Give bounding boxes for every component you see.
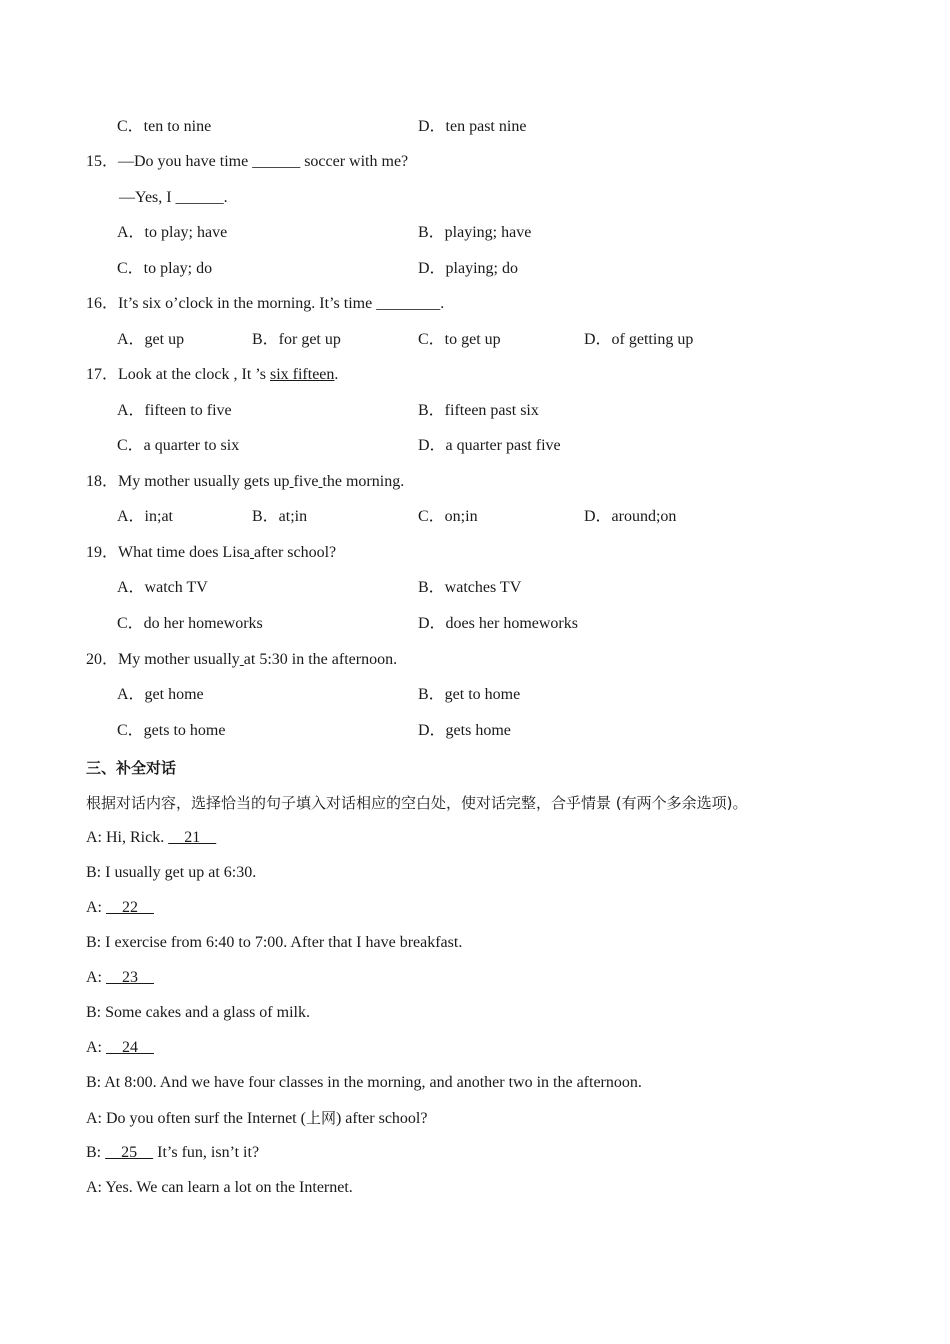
q17-stem bbox=[86, 365, 338, 385]
q18-option-c: C．on;in bbox=[418, 508, 478, 525]
q15-option-d: D．playing; do bbox=[418, 260, 518, 277]
q19-stem bbox=[86, 543, 336, 563]
q17-option-b: B．fifteen past six bbox=[418, 402, 539, 419]
dialogue-blank-23: 23 bbox=[106, 969, 154, 986]
q17-option-d: D．a quarter past five bbox=[418, 437, 561, 454]
dialogue-blank-22: 22 bbox=[106, 899, 154, 916]
q16-option-d: D．of getting up bbox=[584, 331, 694, 348]
q15-option-b: B．playing; have bbox=[418, 224, 532, 241]
q19-option-c: C．do her homeworks bbox=[117, 615, 263, 632]
dialogue-blank-21: 21 bbox=[168, 829, 217, 846]
dialogue-line-8: B: At 8:00. And we have four classes in the morning, and another two in the afternoon. bbox=[86, 1074, 642, 1091]
q16-option-b: B．for get up bbox=[252, 331, 341, 348]
q17-stem-post: . bbox=[334, 366, 339, 383]
q17-option-c: C．a quarter to six bbox=[117, 437, 240, 454]
q18-option-d: D．around;on bbox=[584, 508, 677, 525]
dialogue-line-2: B: I usually get up at 6:30. bbox=[86, 864, 257, 881]
dialogue-line-11: A: Yes. We can learn a lot on the Internet. bbox=[86, 1179, 353, 1196]
q18-option-b: B．at;in bbox=[252, 508, 308, 525]
q20-option-a: A．get home bbox=[117, 686, 204, 703]
q14-option-d: D．ten past nine bbox=[418, 118, 527, 135]
dialogue-line-10 bbox=[86, 1143, 259, 1163]
dialogue-blank-25: 25 bbox=[105, 1144, 154, 1161]
dialogue-line-7 bbox=[86, 1038, 154, 1058]
dialogue-line-4: B: I exercise from 6:40 to 7:00. After that I have breakfast. bbox=[86, 934, 463, 951]
dialogue-line-3 bbox=[86, 898, 154, 918]
q19-stem-post: after school? bbox=[253, 544, 337, 561]
q20-option-d: D．gets home bbox=[418, 722, 511, 739]
q15-option-c: C．to play; do bbox=[117, 260, 213, 277]
q18-stem-post: the morning. bbox=[322, 473, 405, 490]
q14-option-c: C．ten to nine bbox=[117, 118, 212, 135]
dialogue-speaker-text: A: bbox=[86, 1039, 106, 1056]
q18-option-a: A．in;at bbox=[117, 508, 173, 525]
dialogue-line-1 bbox=[86, 828, 216, 848]
dialogue-chinese-gloss: 上网 bbox=[305, 1109, 336, 1127]
q15-option-a: A．to play; have bbox=[117, 224, 228, 241]
q16-stem: 16．It’s six o’clock in the morning. It’s time ________. bbox=[86, 295, 445, 312]
q18-stem bbox=[86, 472, 404, 492]
q20-stem bbox=[86, 650, 397, 670]
q19-option-b: B．watches TV bbox=[418, 579, 522, 596]
dialogue-text-tail: ) after school? bbox=[335, 1110, 428, 1127]
dialogue-speaker-text: A: bbox=[86, 969, 106, 986]
dialogue-text-tail: It’s fun, isn’t it? bbox=[153, 1144, 260, 1161]
dialogue-line-6: B: Some cakes and a glass of milk. bbox=[86, 1004, 310, 1021]
q17-stem-underlined: six fifteen bbox=[269, 366, 335, 383]
q17-option-a: A．fifteen to five bbox=[117, 402, 232, 419]
q20-stem-post: at 5:30 in the afternoon. bbox=[243, 651, 398, 668]
q15-stem-reply: —Yes, I ______. bbox=[119, 189, 228, 206]
q19-option-d: D．does her homeworks bbox=[418, 615, 578, 632]
q18-stem-mid: five bbox=[293, 473, 319, 490]
dialogue-line-5 bbox=[86, 968, 154, 988]
section-heading: 三、补全对话 bbox=[86, 759, 177, 777]
q18-stem-pre: 18．My mother usually gets up bbox=[86, 473, 290, 490]
q20-stem-pre: 20．My mother usually bbox=[86, 651, 240, 668]
dialogue-blank-24: 24 bbox=[106, 1039, 154, 1056]
q19-option-a: A．watch TV bbox=[117, 579, 208, 596]
dialogue-line-9 bbox=[86, 1108, 427, 1129]
dialogue-speaker-text: A: bbox=[86, 899, 106, 916]
q20-option-c: C．gets to home bbox=[117, 722, 226, 739]
q16-option-c: C．to get up bbox=[418, 331, 501, 348]
dialogue-speaker-text: A: Do you often surf the Internet ( bbox=[86, 1110, 306, 1127]
q15-stem: 15．—Do you have time ______ soccer with me? bbox=[86, 153, 409, 170]
section-instruction: 根据对话内容，选择恰当的句子填入对话相应的空白处，使对话完整，合乎情景 (有两个多余选项)。 bbox=[86, 794, 748, 812]
q20-option-b: B．get to home bbox=[418, 686, 521, 703]
q17-stem-pre: 17．Look at the clock , It ’s bbox=[86, 366, 270, 383]
q16-option-a: A．get up bbox=[117, 331, 185, 348]
dialogue-speaker-text: A: Hi, Rick. bbox=[86, 829, 169, 846]
dialogue-speaker-text: B: bbox=[86, 1144, 106, 1161]
q19-stem-pre: 19．What time does Lisa bbox=[86, 544, 250, 561]
